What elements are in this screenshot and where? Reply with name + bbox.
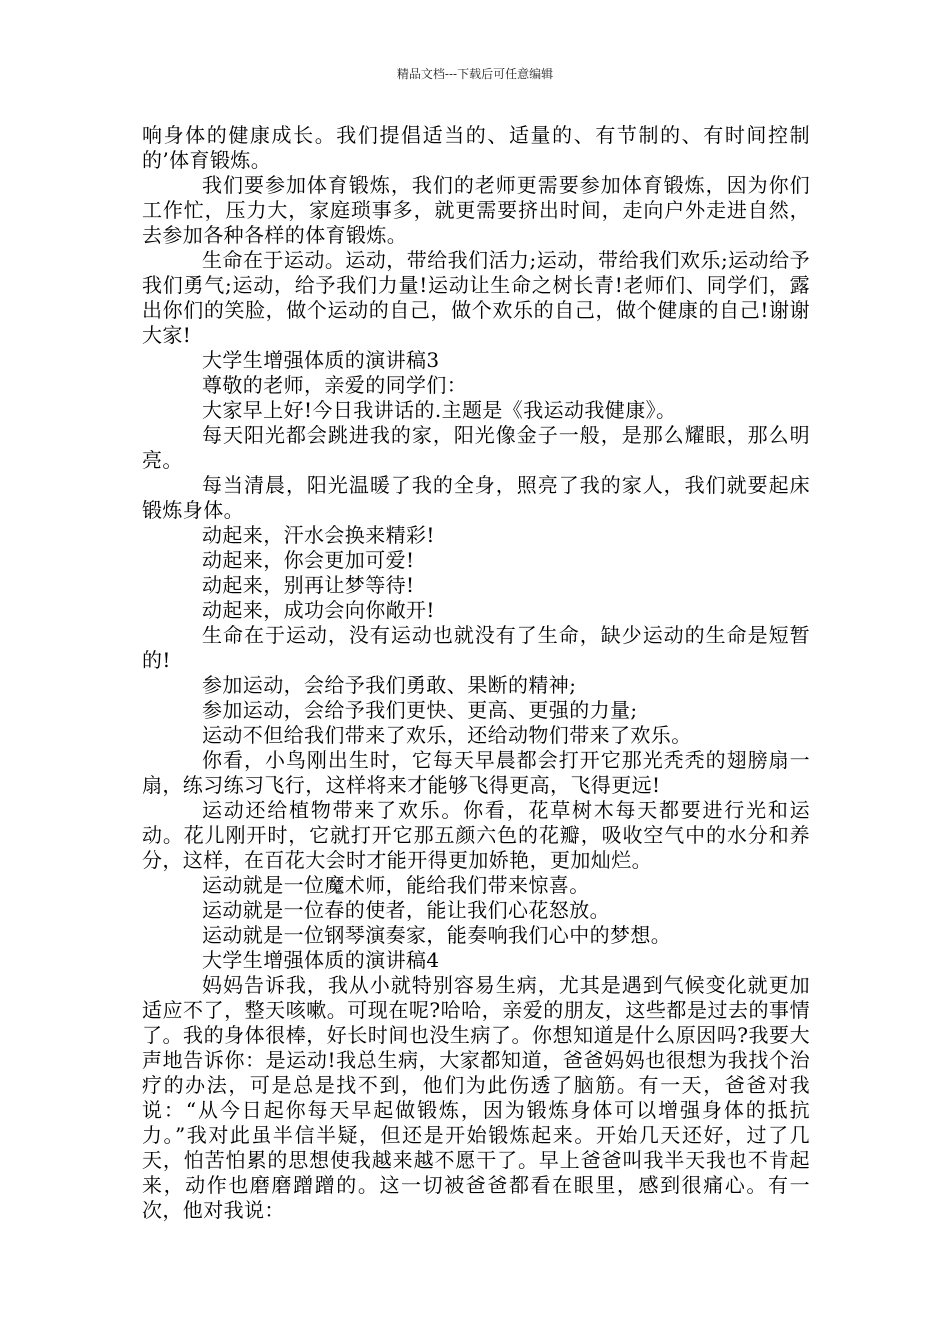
paragraph: 生命在于运动，没有运动也就没有了生命，缺少运动的生命是短暂的! (142, 623, 810, 672)
paragraph: 运动就是一位春的使者，能让我们心花怒放。 (202, 898, 610, 922)
salutation: 尊敬的老师，亲爱的同学们： (202, 373, 468, 397)
paragraph: 响身体的健康成长。我们提倡适当的、适量的、有节制的、有时间控制的’体育锻炼。 (142, 123, 810, 172)
paragraph: 运动还给植物带来了欢乐。你看，花草树木每天都要进行光和运动。花儿刚开时，它就打开它那五颜六色的花瓣，吸收空气中的水分和养分，这样，在百花大会时才能开得更加娇艳，更加灿烂。 (142, 798, 810, 872)
paragraph: 参加运动，会给予我们更快、更高、更强的力量; (202, 698, 638, 722)
paragraph: 你看，小鸟刚出生时，它每天早晨都会打开它那光秃秃的翅膀扇一扇，练习练习飞行，这样将来才能够飞得更高，飞得更远! (142, 748, 810, 797)
page-header: 精品文档---下载后可任意编辑 (396, 67, 554, 81)
paragraph: 动起来，汗水会换来精彩! (202, 523, 435, 547)
paragraph: 每天阳光都会跳进我的家，阳光像金子一般，是那么耀眼，那么明亮。 (142, 423, 810, 472)
document-body (142, 123, 810, 1223)
paragraph: 生命在于运动。运动，带给我们活力;运动，带给我们欢乐;运动给予我们勇气;运动，给予我们力量!运动让生命之树长青!老师们、同学们，露出你们的笑脸，做个运动的自己，做个欢乐的自己，做个健康的自己!谢谢大家! (142, 248, 810, 347)
paragraph: 动起来，成功会向你敞开! (202, 598, 435, 622)
paragraph: 我们要参加体育锻炼，我们的老师更需要参加体育锻炼，因为你们工作忙，压力大，家庭琐事多，就更需要挤出时间，走向户外走进自然，去参加各种各样的体育锻炼。 (142, 173, 810, 247)
paragraph: 动起来，别再让梦等待! (202, 573, 415, 597)
paragraph: 动起来，你会更加可爱! (202, 548, 415, 572)
paragraph: 大家早上好!今日我讲话的.主题是《我运动我健康》。 (202, 398, 677, 422)
paragraph: 参加运动，会给予我们勇敢、果断的精神; (202, 673, 577, 697)
section-heading: 大学生增强体质的演讲稿4 (202, 948, 440, 972)
paragraph: 运动就是一位魔术师，能给我们带来惊喜。 (202, 873, 590, 897)
section-heading: 大学生增强体质的演讲稿3 (202, 348, 440, 372)
paragraph: 运动不但给我们带来了欢乐，还给动物们带来了欢乐。 (202, 723, 692, 747)
paragraph: 妈妈告诉我，我从小就特别容易生病，尤其是遇到气候变化就更加适应不了，整天咳嗽。可现在呢?哈哈，亲爱的朋友，这些都是过去的事情了。我的身体很棒，好长时间也没生病了。你想知道是什么原因吗?我要大声地告诉你：是运动!我总生病，大家都知道，爸爸妈妈也很想为我找个治疗的办法，可是总是找不到，他们为此伤透了脑筋。有一天，爸爸对我说：“从今日起你每天早起做锻炼，因为锻炼身体可以增强身体的抵抗力。”我对此虽半信半疑，但还是开始锻炼起来。开始几天还好，过了几天，怕苦怕累的思想使我越来越不愿干了。早上爸爸叫我半天我也不肯起来，动作也磨磨蹭蹭的。这一切被爸爸都看在眼里，感到很痛心。有一次，他对我说： (142, 973, 810, 1222)
paragraph: 每当清晨，阳光温暖了我的全身，照亮了我的家人，我们就要起床锻炼身体。 (142, 473, 810, 522)
paragraph: 运动就是一位钢琴演奏家，能奏响我们心中的梦想。 (202, 923, 672, 947)
